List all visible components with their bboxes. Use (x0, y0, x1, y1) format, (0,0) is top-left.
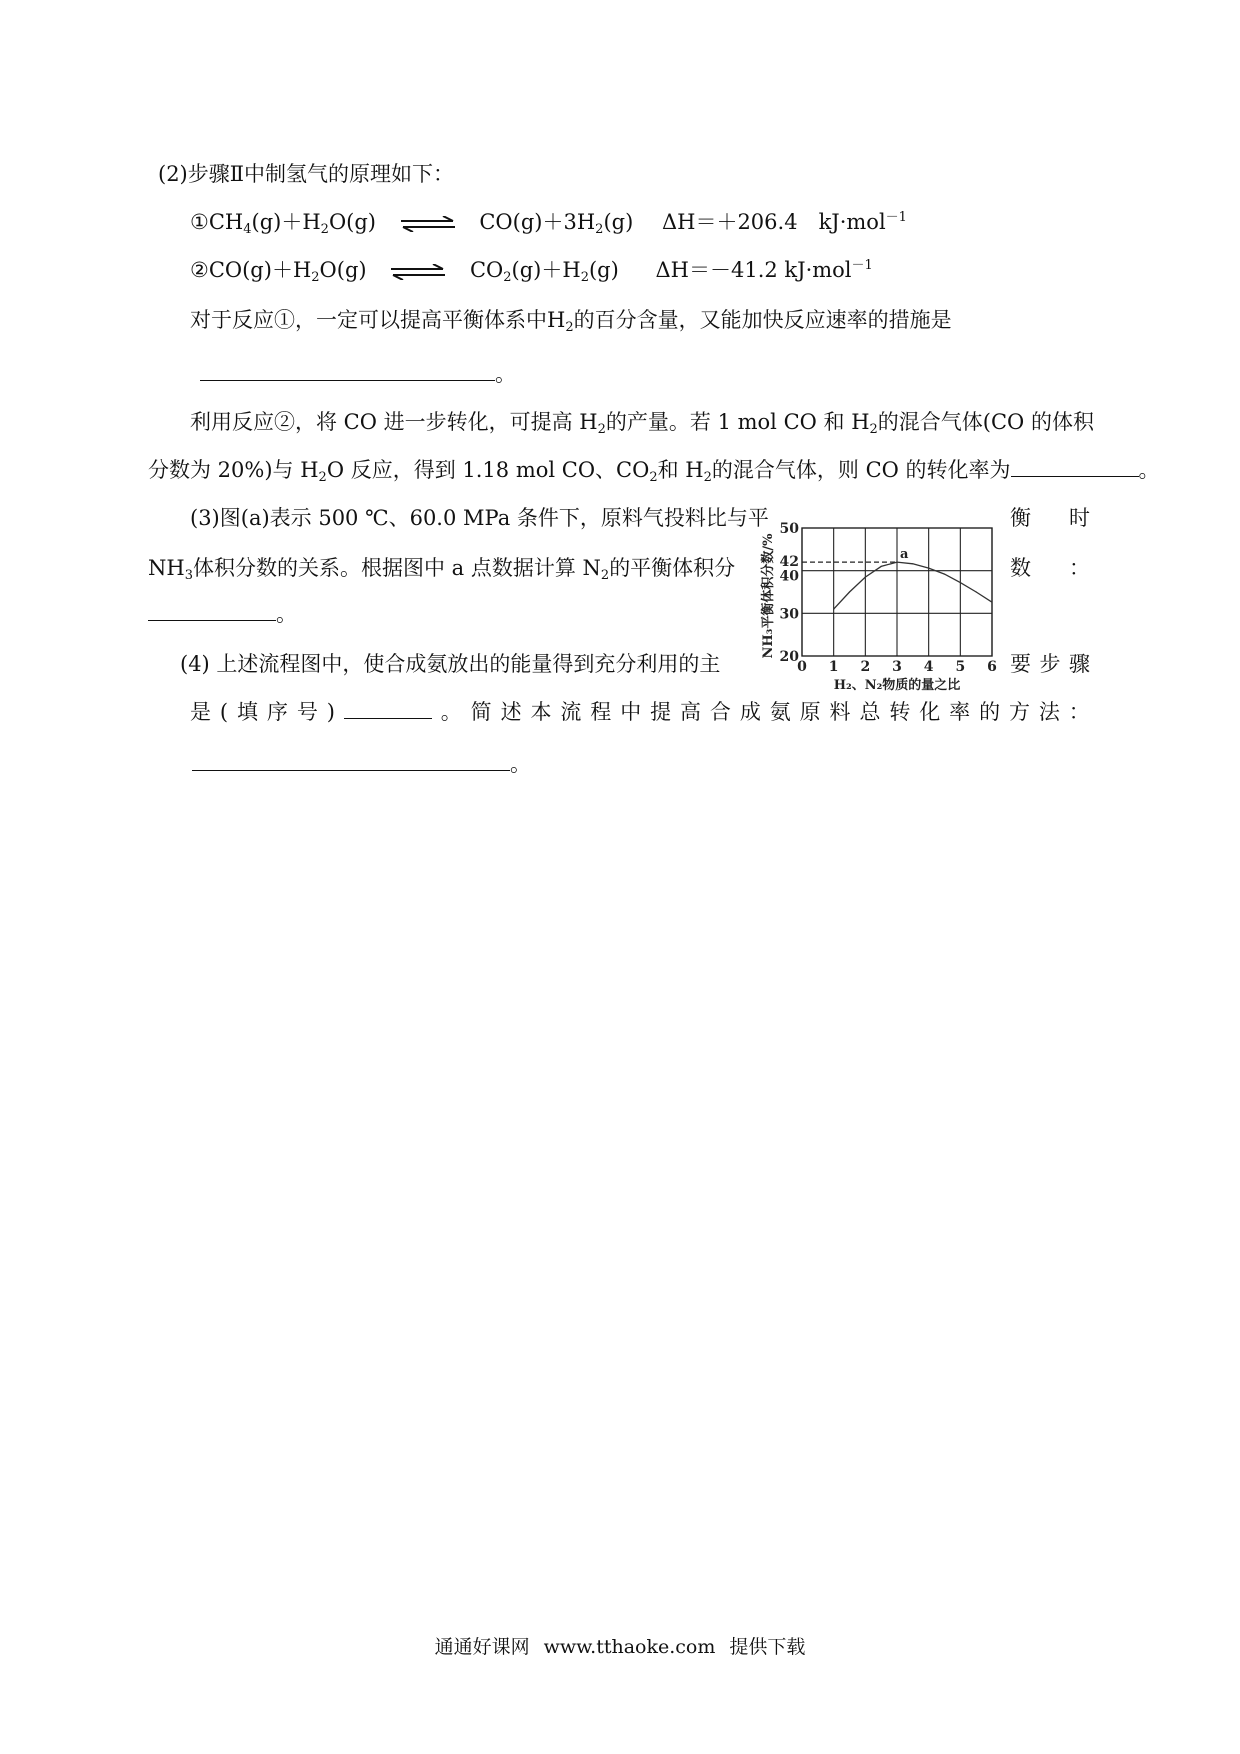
annotation-a: a (900, 547, 909, 563)
q2-conversion-question: 分数为 20%)与 $H_2O$ 反应，得到 1.18 mol CO、$CO_2$和 $H_2$的混合气体，则 CO 的转化率为 。 (148, 458, 1160, 485)
q3-text-2: $NH_3$体积分数的关系。根据图中 a 点数据计算 $N_2$的平衡体积分 (148, 556, 736, 583)
q4-text-1-tail: 要 步 骤 (1010, 652, 1090, 676)
equation-2: $②CO(g)+H_2O(g)$ $CO_2(g)+H_2(g)$ ΔH＝－41.2 kJ·mol$^{-1}$ (190, 258, 873, 285)
answer-blank[interactable] (344, 698, 432, 719)
data-point (960, 582, 961, 583)
q4-text-2: 是 ( 填 序 号 ) 。 简 述 本 流 程 中 提 高 合 成 氨 原 料 总 转 化 率 的 方 法 ： (190, 700, 1090, 724)
chart-grid (802, 528, 992, 656)
y-tick-label: 42 (779, 554, 799, 571)
x-tick-label: 3 (892, 659, 902, 675)
y-tick-label: 30 (779, 606, 799, 623)
q2-answer-line-1: 。 (200, 360, 516, 388)
data-point (881, 566, 882, 567)
footer-site-name: 通通好课网 (434, 1636, 530, 1658)
footer-url[interactable]: www.tthaoke.com (543, 1636, 716, 1658)
answer-blank[interactable] (192, 750, 510, 771)
data-point (849, 591, 850, 592)
equilibrium-arrow-icon (399, 216, 457, 232)
q4-text-1: (4) 上述流程图中，使合成氨放出的能量得到充分利用的主 (180, 652, 721, 676)
answer-blank[interactable] (148, 600, 276, 621)
y-tick-labels (780, 521, 800, 665)
x-tick-label: 6 (987, 659, 997, 675)
data-point (833, 608, 834, 609)
q2-reaction2-text: 利用反应②，将 CO 进一步转化，可提高 $H_2$的产量。若 1 mol CO 和 $H_2$的混合气体(CO 的体积 (190, 410, 1094, 437)
series-line (834, 562, 992, 609)
data-point (976, 591, 977, 592)
data-point (928, 568, 929, 569)
y-tick-label: 40 (779, 568, 799, 585)
data-point (865, 576, 866, 577)
nh3-fraction-chart (760, 520, 1005, 698)
answer-blank[interactable] (200, 360, 495, 381)
q2-intro: (2)步骤Ⅱ中制氢气的原理如下： (158, 162, 455, 186)
q3-answer-line: 。 (148, 600, 297, 628)
q2-measure-question: 对于反应①，一定可以提高平衡体系中$H_2$的百分含量，又能加快反应速率的措施是 (190, 308, 952, 335)
x-tick-labels (797, 659, 997, 675)
q4-answer-line: 。 (192, 750, 531, 778)
equation-1: $①CH_4(g)+H_2O(g)$ $CO(g)+3H_2(g)$ ΔH＝＋206.4 kJ·mol$^{-1}$ (190, 210, 907, 237)
x-tick-label: 0 (797, 659, 807, 675)
q3-text-2-tail: 数 ： (1010, 556, 1090, 580)
equilibrium-arrow-icon (389, 264, 447, 280)
q3-text-1-tail: 衡 时 (1010, 506, 1090, 530)
x-tick-label: 1 (828, 659, 839, 675)
data-point (991, 602, 992, 603)
data-point (944, 573, 945, 574)
page-footer (0, 1632, 1240, 1659)
x-tick-label: 4 (923, 659, 934, 675)
answer-blank[interactable] (1011, 456, 1139, 477)
x-tick-label: 5 (955, 659, 966, 675)
y-tick-label: 50 (779, 521, 799, 537)
x-axis-label: H₂、N₂物质的量之比 (833, 678, 961, 693)
footer-note: 提供下载 (729, 1636, 806, 1658)
data-point (912, 563, 913, 564)
q3-text-1: (3)图(a)表示 500 ℃、60.0 MPa 条件下，原料气投料比与平 (190, 506, 769, 530)
x-tick-label: 2 (860, 659, 871, 675)
y-axis-label: NH₃平衡体积分数/% (761, 533, 776, 659)
data-point (896, 562, 897, 563)
y-tick-label: 20 (779, 649, 799, 665)
